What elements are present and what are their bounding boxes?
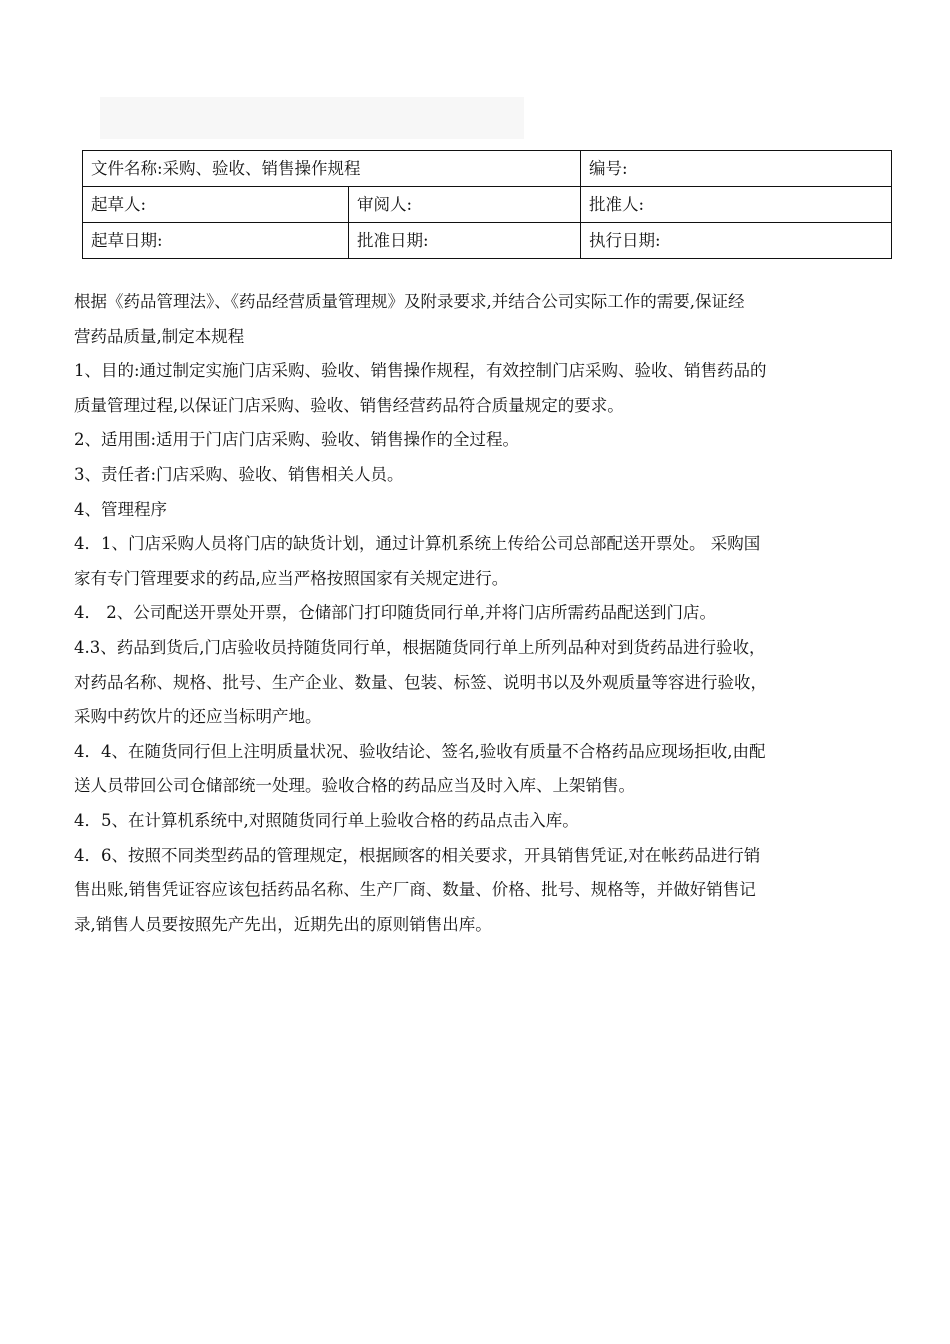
- step-4-5-paragraph: [74, 804, 884, 839]
- number-cell: 编号:: [581, 151, 892, 187]
- exec-date-cell: 执行日期:: [581, 223, 892, 259]
- intro-line: 根据《药品管理法》、《药品经营质量管理规》及附录要求,并结合公司实际工作的需要,保证经: [74, 292, 745, 311]
- purpose-paragraph: [74, 354, 884, 423]
- step-4-6-line: 售出账,销售凭证容应该包括药品名称、生产厂商、数量、价格、批号、规格等，并做好销售记: [74, 880, 756, 900]
- step-4-3-line: 4.3、药品到货后,门店验收员持随货同行单，根据随货同行单上所列品种对到货药品进行验收，: [74, 637, 766, 657]
- info-row-3: [83, 223, 892, 259]
- step-4-2-line: 4． 2、公司配送开票处开票，仓储部门打印随货同行单,并将门店所需药品配送到门店。: [74, 603, 716, 623]
- step-4-1-paragraph: [74, 527, 884, 596]
- responsible-paragraph: [74, 458, 884, 493]
- step-4-3-line: 对药品名称、规格、批号、生产企业、数量、包装、标签、说明书以及外观质量等容进行验收，: [74, 672, 767, 692]
- procedure-title-line: 4、管理程序: [74, 499, 167, 519]
- step-4-3-line: 采购中药饮片的还应当标明产地。: [74, 707, 322, 727]
- document-body: [74, 285, 884, 942]
- step-4-1-line: 家有专门管理要求的药品,应当严格按照国家有关规定进行。: [74, 568, 509, 588]
- step-4-4-line: 4．4、在随货同行但上注明质量状况、验收结论、签名,验收有质量不合格药品应现场拒收,由配: [74, 741, 766, 761]
- step-4-4-paragraph: [74, 735, 884, 804]
- approver-cell: 批准人:: [581, 187, 892, 223]
- scope-line: 2、适用围:适用于门店门店采购、验收、销售操作的全过程。: [74, 430, 520, 450]
- intro-line: 营药品质量,制定本规程: [74, 326, 245, 346]
- step-4-5-line: 4．5、在计算机系统中,对照随货同行单上验收合格的药品点击入库。: [74, 810, 579, 830]
- responsible-line: 3、责任者:门店采购、验收、销售相关人员。: [74, 464, 404, 484]
- step-4-1-line: 4．1、门店采购人员将门店的缺货计划，通过计算机系统上传给公司总部配送开票处。 采购国: [74, 534, 761, 554]
- step-4-6-paragraph: [74, 839, 884, 943]
- file-name-cell: 文件名称:采购、验收、销售操作规程: [83, 151, 581, 187]
- procedure-title: [74, 493, 884, 528]
- step-4-6-line: 4．6、按照不同类型药品的管理规定，根据顾客的相关要求，开具销售凭证,对在帐药品进行销: [74, 845, 761, 865]
- document-info-table: [82, 150, 892, 259]
- intro-paragraph: [74, 285, 884, 354]
- drafter-cell: 起草人:: [83, 187, 349, 223]
- step-4-4-line: 送人员带回公司仓储部统一处理。验收合格的药品应当及时入库、上架销售。: [74, 776, 635, 796]
- scope-paragraph: [74, 423, 884, 458]
- draft-date-cell: 起草日期:: [83, 223, 349, 259]
- header-shade: [100, 97, 524, 139]
- info-row-1: [83, 151, 892, 187]
- step-4-2-paragraph: [74, 596, 884, 631]
- reviewer-cell: 审阅人:: [349, 187, 581, 223]
- purpose-line: 1、目的:通过制定实施门店采购、验收、销售操作规程，有效控制门店采购、验收、销售药品的: [74, 361, 767, 381]
- step-4-6-line: 录,销售人员要按照先产先出，近期先出的原则销售出库。: [74, 914, 492, 934]
- purpose-line: 质量管理过程,以保证门店采购、验收、销售经营药品符合质量规定的要求。: [74, 395, 624, 415]
- info-row-2: [83, 187, 892, 223]
- step-4-3-paragraph: [74, 631, 884, 735]
- approve-date-cell: 批准日期:: [349, 223, 581, 259]
